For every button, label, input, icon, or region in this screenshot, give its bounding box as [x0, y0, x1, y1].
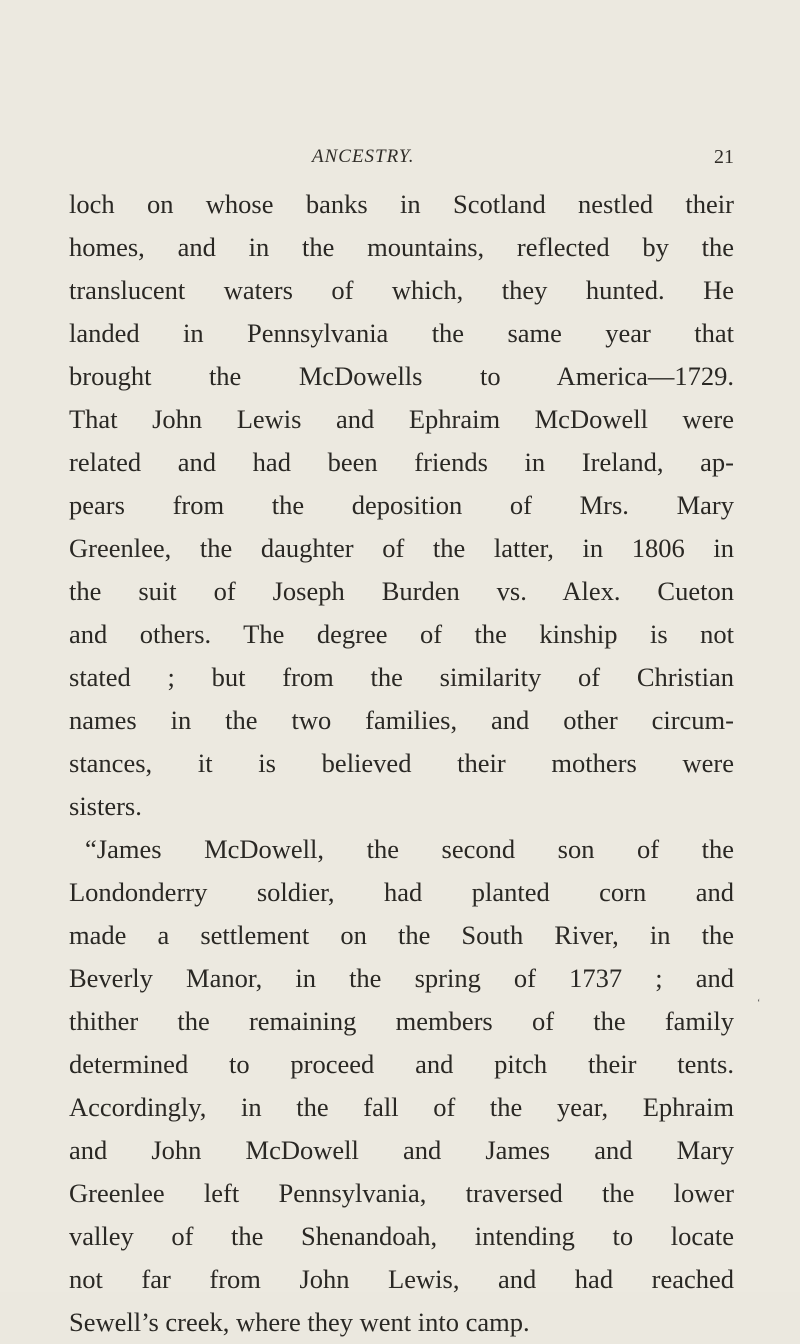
text-line: That John Lewis and Ephraim McDowell were [69, 404, 734, 434]
print-speck: ‘ [757, 998, 761, 1009]
text-line: stated ; but from the similarity of Christian [69, 662, 734, 692]
text-line: sisters. [69, 791, 142, 821]
text-line: landed in Pennsylvania the same year that [69, 318, 734, 348]
text-line: homes, and in the mountains, reflected by the [69, 232, 734, 262]
text-line: and others. The degree of the kinship is not [69, 619, 734, 649]
body-text [69, 183, 734, 1344]
text-line: translucent waters of which, they hunted. He [69, 275, 734, 305]
text-line: brought the McDowells to America—1729. [69, 361, 734, 391]
text-line: the suit of Joseph Burden vs. Alex. Cueton [69, 576, 734, 606]
text-line: names in the two families, and other circum- [69, 705, 734, 735]
text-line: and John McDowell and James and Mary [69, 1135, 734, 1165]
page-number: 21 [714, 146, 734, 168]
text-line: Londonderry soldier, had planted corn and [69, 877, 734, 907]
text-line: loch on whose banks in Scotland nestled their [69, 189, 734, 219]
text-line: Accordingly, in the fall of the year, Ephraim [69, 1092, 734, 1122]
text-line: Greenlee left Pennsylvania, traversed the lower [69, 1178, 734, 1208]
text-line: valley of the Shenandoah, intending to locate [69, 1221, 734, 1251]
running-title: ANCESTRY. [312, 146, 415, 167]
text-line: Greenlee, the daughter of the latter, in 1806 in [69, 533, 734, 563]
text-line: not far from John Lewis, and had reached [69, 1264, 734, 1294]
text-line: thither the remaining members of the family [69, 1006, 734, 1036]
text-line: Sewell’s creek, where they went into camp. [69, 1307, 530, 1337]
text-line: determined to proceed and pitch their tents. [69, 1049, 734, 1079]
text-line: related and had been friends in Ireland, ap- [69, 447, 734, 477]
text-line: “James McDowell, the second son of the [85, 834, 734, 864]
text-line: Beverly Manor, in the spring of 1737 ; and [69, 963, 734, 993]
text-line: made a settlement on the South River, in the [69, 920, 734, 950]
text-line: pears from the deposition of Mrs. Mary [69, 490, 734, 520]
text-line: stances, it is believed their mothers were [69, 748, 734, 778]
